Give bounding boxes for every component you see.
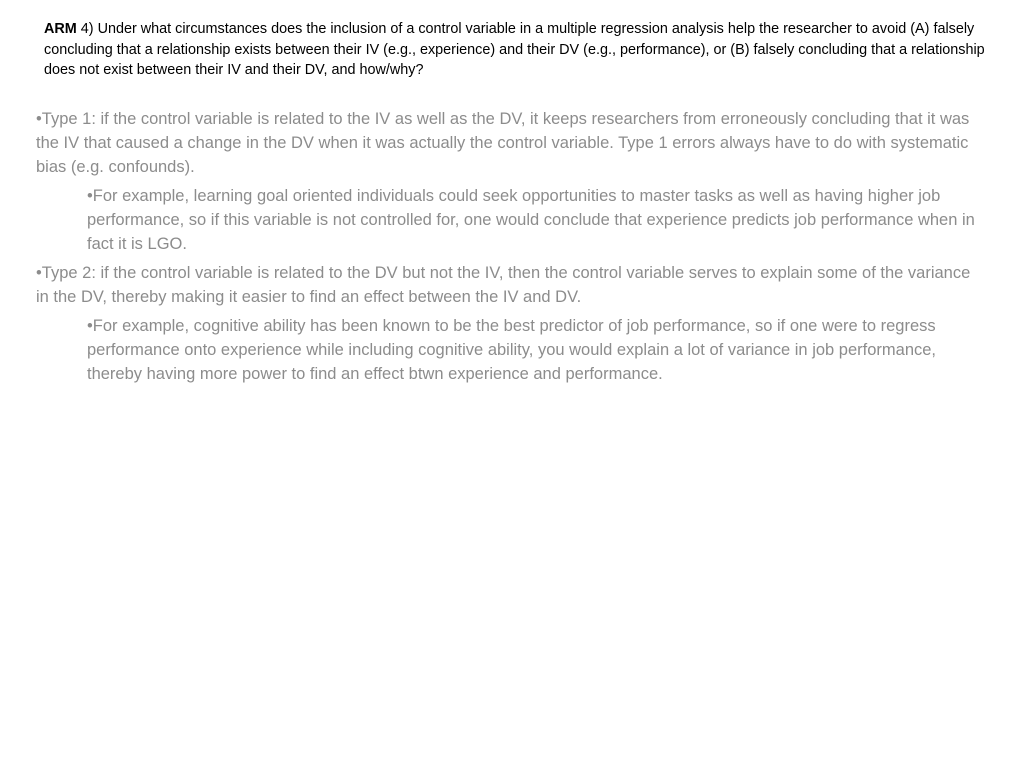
answer-point-text: Type 1: if the control variable is related to the IV as well as the DV, it keeps researchers from erroneously concluding that it was the IV that caused a change in the DV when it was actually the control variable. Type 1 errors always have to do with systematic bias (e.g. confounds). <box>36 110 970 176</box>
answer-subpoint-type1-example <box>87 184 986 256</box>
question-body: 4) Under what circumstances does the inclusion of a control variable in a multiple regression analysis help the researcher to avoid (A) falsely concluding that a relationship exists between their IV (e.g., experience) and their DV (e.g., performance), or (B) falsely concluding that a relationship does not exist between their IV and their DV, and how/why? <box>44 21 985 78</box>
answer-point-text: Type 2: if the control variable is related to the DV but not the IV, then the control variable serves to explain some of the variance in the DV, thereby making it easier to find an effect between the IV and DV. <box>36 264 971 306</box>
answer-point-text: For example, learning goal oriented individuals could seek opportunities to master tasks as well as having higher job performance, so if this variable is not controlled for, one would conclude that experience predicts job performance when in fact it is LGO. <box>87 187 975 253</box>
bullet-glyph: • <box>36 110 42 128</box>
answer-point-text: For example, cognitive ability has been known to be the best predictor of job performance, so if one were to regress performance onto experience while including cognitive ability, you would explain a lot of variance in job performance, thereby having more power to find an effect btwn experience and performance. <box>87 317 937 383</box>
answer-body <box>36 107 986 391</box>
question-lead: ARM <box>44 21 77 37</box>
bullet-glyph: • <box>87 317 93 335</box>
answer-point-type1 <box>36 107 986 179</box>
answer-subpoint-type2-example <box>87 314 986 386</box>
bullet-glyph: • <box>36 264 42 282</box>
question-text <box>44 19 990 81</box>
bullet-glyph: • <box>87 187 93 205</box>
answer-point-type2 <box>36 261 986 309</box>
